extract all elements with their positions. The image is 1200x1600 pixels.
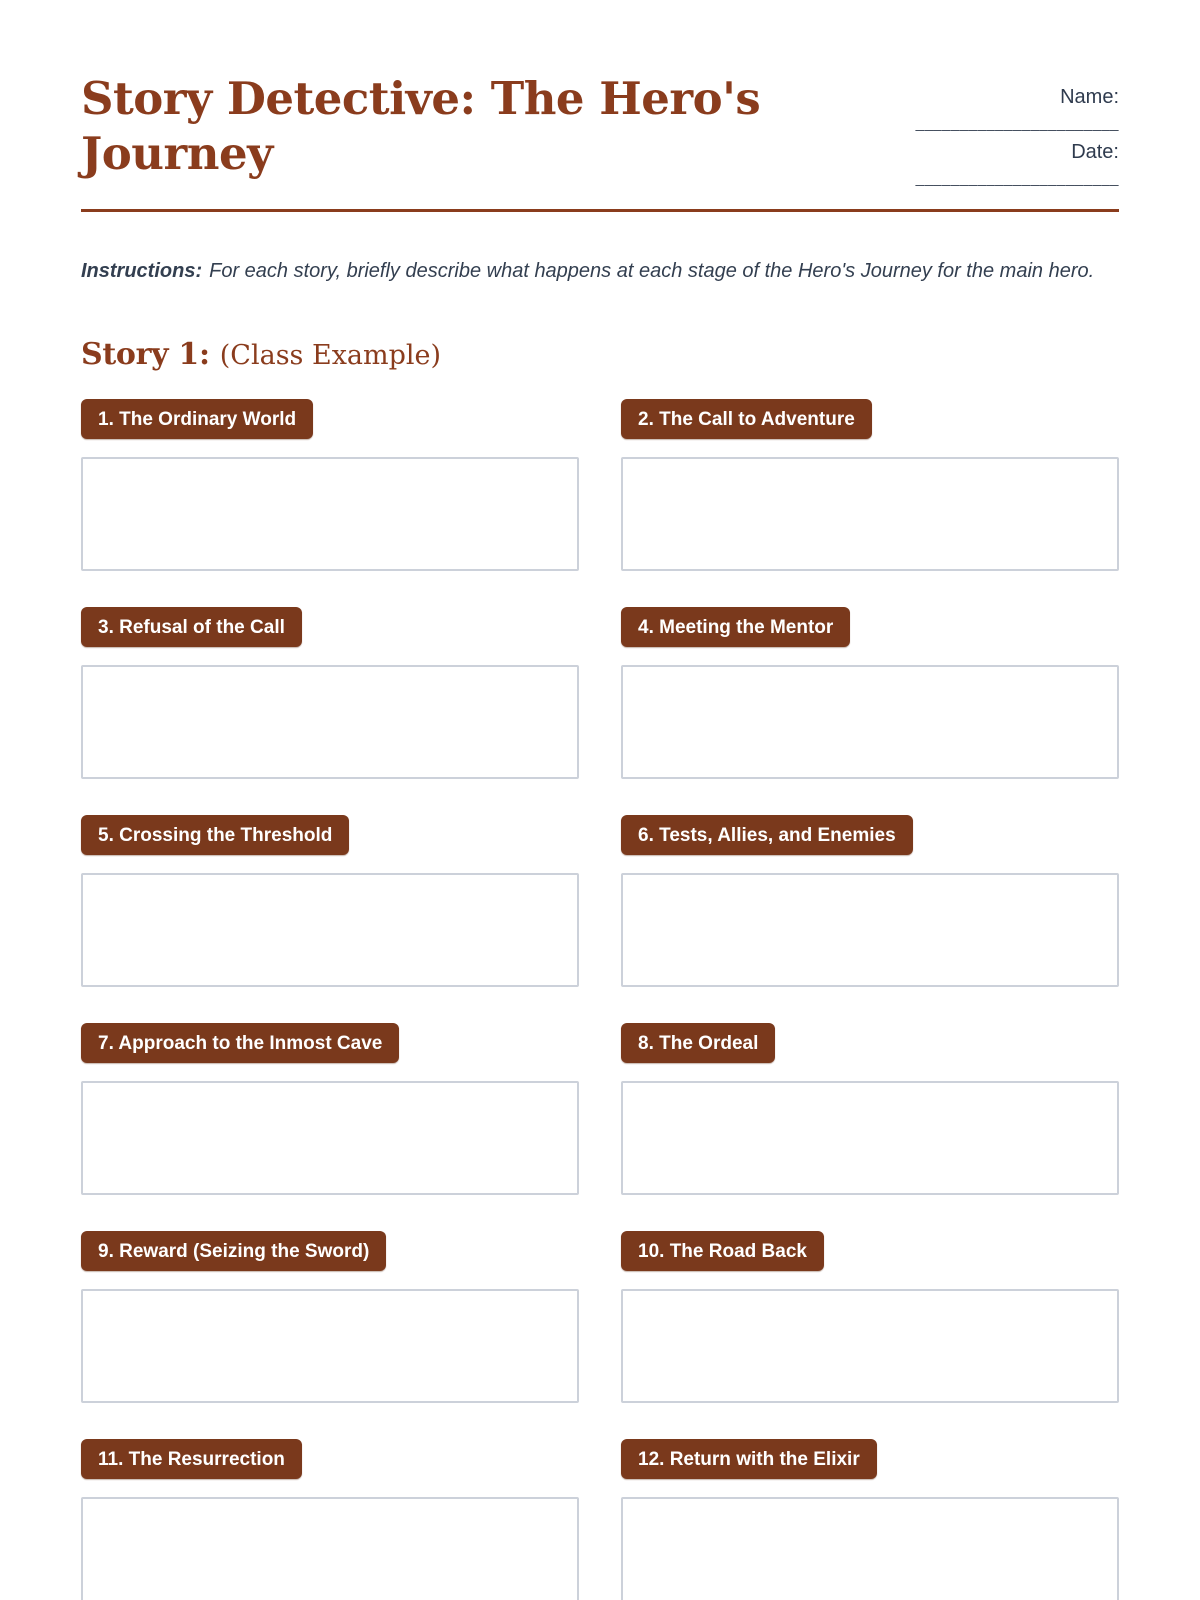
name-blank-line[interactable]: _______________________: [915, 116, 1119, 131]
stage-cell-10: [621, 1231, 1119, 1403]
stage-badge-12: 12. Return with the Elixir: [621, 1439, 877, 1479]
stage-cell-9: [81, 1231, 579, 1403]
name-date-block: [879, 72, 1119, 196]
stage-badge-10: 10. The Road Back: [621, 1231, 824, 1271]
instructions-label: Instructions:: [81, 260, 203, 282]
title-divider: [81, 209, 1119, 212]
stage-answer-box-11[interactable]: [81, 1497, 579, 1600]
stage-badge-5: 5. Crossing the Threshold: [81, 815, 349, 855]
story-number-label: Story 1:: [81, 337, 210, 372]
instructions-paragraph: [81, 256, 1119, 287]
stage-answer-box-5[interactable]: [81, 873, 579, 987]
stage-cell-8: [621, 1023, 1119, 1195]
stage-badge-4: 4. Meeting the Mentor: [621, 607, 850, 647]
stage-answer-box-12[interactable]: [621, 1497, 1119, 1600]
stage-answer-box-8[interactable]: [621, 1081, 1119, 1195]
stage-answer-box-10[interactable]: [621, 1289, 1119, 1403]
stage-badge-2: 2. The Call to Adventure: [621, 399, 872, 439]
stage-badge-9: 9. Reward (Seizing the Sword): [81, 1231, 386, 1271]
stage-answer-box-6[interactable]: [621, 873, 1119, 987]
story-heading: [81, 337, 1119, 372]
stage-cell-5: [81, 815, 579, 987]
stage-cell-2: [621, 399, 1119, 571]
story-subtitle: (Class Example): [219, 340, 442, 371]
page-header: [81, 0, 1119, 196]
stage-answer-box-9[interactable]: [81, 1289, 579, 1403]
stage-badge-7: 7. Approach to the Inmost Cave: [81, 1023, 399, 1063]
name-label: Name:: [1060, 86, 1119, 108]
stage-badge-1: 1. The Ordinary World: [81, 399, 313, 439]
stage-answer-box-3[interactable]: [81, 665, 579, 779]
date-label: Date:: [1071, 141, 1119, 163]
stages-grid: [81, 399, 1119, 1600]
stage-cell-6: [621, 815, 1119, 987]
stage-cell-1: [81, 399, 579, 571]
instructions-text: For each story, briefly describe what happens at each stage of the Hero's Journey for the main hero.: [209, 260, 1095, 282]
stage-cell-7: [81, 1023, 579, 1195]
stage-answer-box-7[interactable]: [81, 1081, 579, 1195]
stage-cell-4: [621, 607, 1119, 779]
stage-answer-box-2[interactable]: [621, 457, 1119, 571]
stage-cell-12: [621, 1439, 1119, 1600]
stage-answer-box-4[interactable]: [621, 665, 1119, 779]
page-title: Story Detective: The Hero's Journey: [81, 72, 761, 180]
stage-badge-8: 8. The Ordeal: [621, 1023, 775, 1063]
stage-badge-11: 11. The Resurrection: [81, 1439, 302, 1479]
stage-cell-3: [81, 607, 579, 779]
stage-badge-3: 3. Refusal of the Call: [81, 607, 302, 647]
stage-badge-6: 6. Tests, Allies, and Enemies: [621, 815, 913, 855]
stage-cell-11: [81, 1439, 579, 1600]
stage-answer-box-1[interactable]: [81, 457, 579, 571]
date-blank-line[interactable]: _______________________: [915, 171, 1119, 186]
